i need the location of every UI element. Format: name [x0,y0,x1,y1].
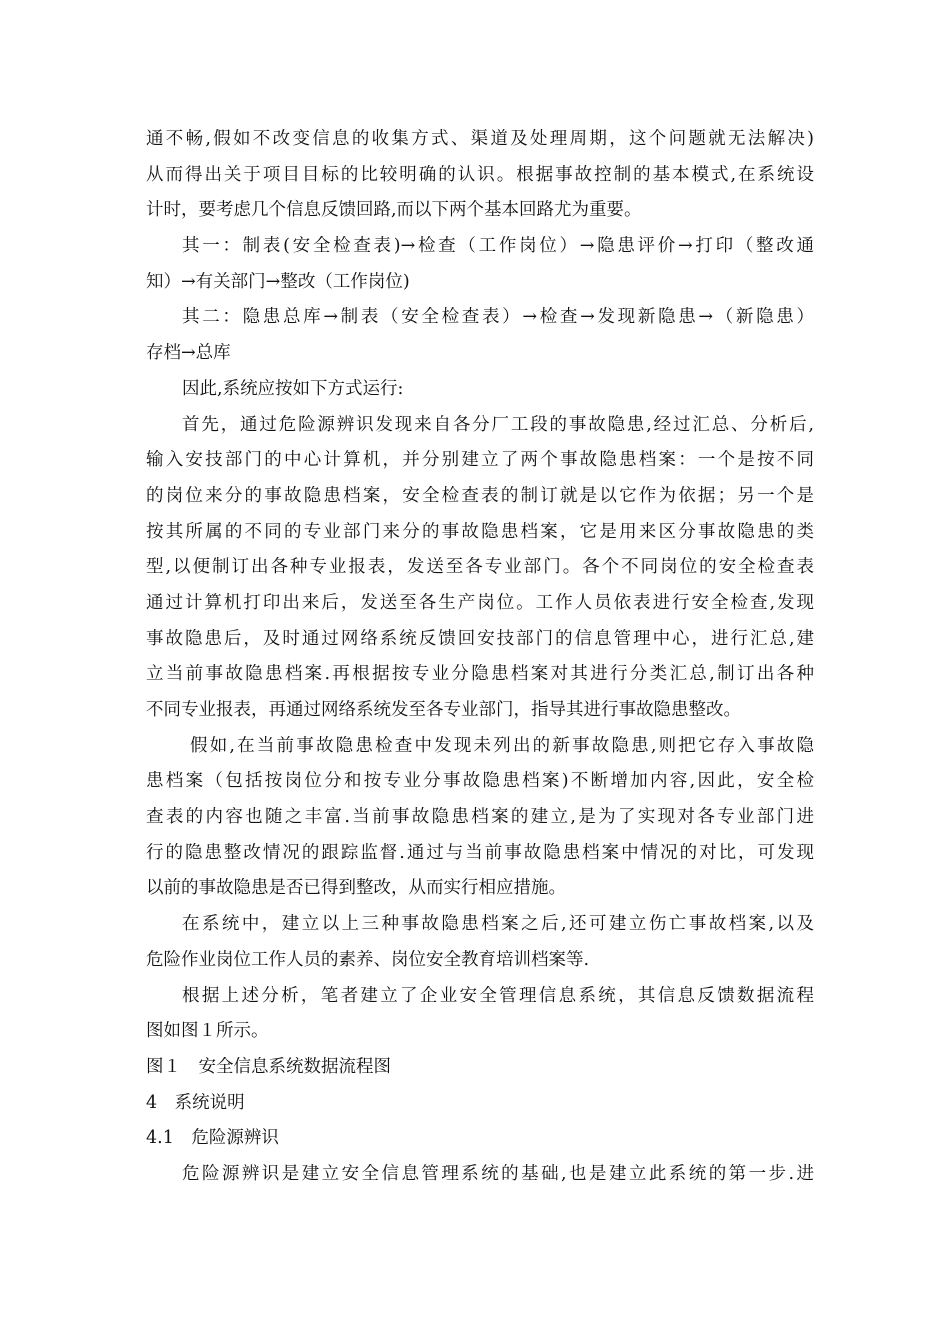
section-heading: 4 系统说明 [146,1092,245,1113]
text-line: 以前的事故隐患是否已得到整改，从而实行相应措施。 [146,878,566,899]
text-line: 其一：制表(安全检查表)→检查（工作岗位）→隐患评价→打印（整改通 [182,236,814,257]
text-line: 图如图１所示。 [146,1021,269,1042]
subsection-heading: 4.1 危险源辨识 [146,1128,279,1149]
text-line: 因此,系统应按如下方式运行: [182,378,404,399]
text-line: 患档案（包括按岗位分和按专业分事故隐患档案)不断增加内容,因此，安全检 [146,771,814,792]
text-line: 其二：隐患总库→制表（安全检查表）→检查→发现新隐患→（新隐患） [182,307,814,328]
text-line: 行的隐患整改情况的跟踪监督.通过与当前事故隐患档案中情况的对比，可发现 [146,842,814,863]
text-line: 危险源辨识是建立安全信息管理系统的基础,也是建立此系统的第一步.进 [182,1163,814,1184]
text-line: 首先，通过危险源辨识发现来自各分厂工段的事故隐患,经过汇总、分析后, [182,414,814,435]
text-line: 的岗位来分的事故隐患档案，安全检查表的制订就是以它作为依据；另一个是 [146,485,814,506]
text-line: 事故隐患后，及时通过网络系统反馈回安技部门的信息管理中心，进行汇总,建 [146,628,814,649]
text-line: 输入安技部门的中心计算机，并分别建立了两个事故隐患档案：一个是按不同 [146,450,814,471]
text-line: 从而得出关于项目目标的比较明确的认识。根据事故控制的基本模式,在系统设 [146,164,814,185]
text-line: 知）→有关部门→整改（工作岗位) [146,271,410,292]
text-line: 通不畅,假如不改变信息的收集方式、渠道及处理周期，这个问题就无法解决) [146,129,814,149]
text-line: 查表的内容也随之丰富.当前事故隐患档案的建立,是为了实现对各专业部门进 [146,807,814,828]
text-line: 按其所属的不同的专业部门来分的事故隐患档案，它是用来区分事故隐患的类 [146,521,814,542]
text-line: 型,以便制订出各种专业报表，发送至各专业部门。各个不同岗位的安全检查表 [146,557,814,578]
figure-caption: 图１ 安全信息系统数据流程图 [146,1056,391,1077]
text-line: 危险作业岗位工作人员的素养、岗位安全教育培训档案等. [146,949,590,970]
text-line: 在系统中，建立以上三种事故隐患档案之后,还可建立伤亡事故档案,以及 [182,914,814,935]
text-line: 通过计算机打印出来后，发送至各生产岗位。工作人员依表进行安全检查,发现 [146,592,814,613]
document-page [146,122,814,1193]
text-line: 不同专业报表，再通过网络系统发至各专业部门，指导其进行事故隐患整改。 [146,700,741,720]
text-line: 假如,在当前事故隐患检查中发现未列出的新事故隐患,则把它存入事故隐 [190,735,814,756]
text-line: 存档→总库 [146,343,231,364]
text-line: 根据上述分析，笔者建立了企业安全管理信息系统，其信息反馈数据流程 [182,985,814,1006]
text-line: 立当前事故隐患档案.再根据按专业分隐患档案对其进行分类汇总,制订出各种 [146,664,814,685]
text-line: 计时，要考虑几个信息反馈回路,而以下两个基本回路尤为重要。 [146,200,642,221]
